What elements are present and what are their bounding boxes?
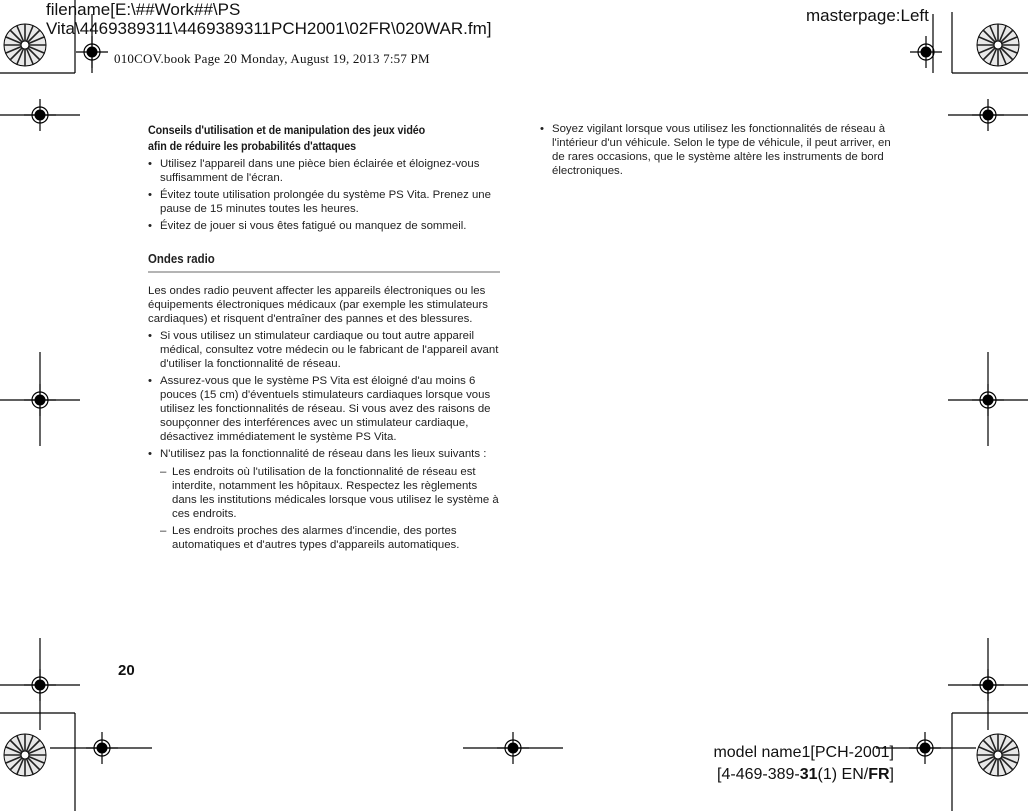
part-prefix: [4-469-389-	[717, 766, 800, 783]
page-number: 20	[118, 662, 135, 679]
filename-line1: filename[E:\##Work##\PS	[46, 0, 241, 19]
list-item: • Évitez toute utilisation prolongée du système PS Vita. Prenez une pause de 15 minutes toutes les heures.	[148, 188, 500, 216]
part-bold: 31	[799, 766, 818, 783]
list-item: – Les endroits où l'utilisation de la fonctionnalité de réseau est interdite, notamment les hôpitaux. Respectez les règlements dans les institutions médicales lorsque vous utilisez le système à ces endroits.	[160, 465, 500, 521]
model-name: model name1[PCH-2001]	[713, 744, 894, 761]
filename-line2: Vita\4469389311\4469389311PCH2001\02FR\020WAR.fm]	[46, 19, 492, 38]
part-end: ]	[889, 766, 894, 783]
part-lang: FR	[868, 766, 890, 783]
list-item: • Si vous utilisez un stimulateur cardiaque ou tout autre appareil médical, consultez votre médecin ou le fabricant de l'appareil avant d'utiliser la fonctionnalité de réseau.	[148, 329, 500, 371]
section-title-text: Ondes radio	[148, 251, 215, 266]
filename-label	[46, 0, 491, 38]
list-item: • Soyez vigilant lorsque vous utilisez les fonctionnalités de réseau à l'intérieur d'un véhicule. Selon le type de véhicule, il peut arriver, en de rares occasions, que le système altère les instruments de bord électroniques.	[540, 122, 895, 178]
list-item: • Évitez de jouer si vous êtes fatigué ou manquez de sommeil.	[148, 219, 500, 233]
heading-line2: afin de réduire les probabilités d'attaques	[148, 139, 356, 153]
list-item: • Assurez-vous que le système PS Vita est éloigné d'au moins 6 pouces (15 cm) d'éventuels stimulateurs cardiaques lorsque vous utilisez les fonctionnalités de réseau. Si vous avez des raisons de soupçonner des interférences avec un stimulateur cardiaque, désactivez immédiatement le système PS Vita.	[148, 374, 500, 444]
section-heading-attaques	[148, 122, 498, 154]
part-number	[713, 764, 894, 786]
list-item	[148, 447, 500, 552]
intro-paragraph: Les ondes radio peuvent affecter les appareils électroniques ou les équipements électroniques médicaux (par exemple les stimulateurs cardiaques) et risquent d'entraîner des pannes et des blessures.	[148, 285, 488, 325]
footer-model-info	[713, 742, 894, 786]
list-item: • Utilisez l'appareil dans une pièce bien éclairée et éloignez-vous suffisamment de l'écran.	[148, 157, 500, 185]
places-list	[160, 465, 500, 552]
section-title-ondes-radio	[148, 251, 500, 273]
heading-line1: Conseils d'utilisation et de manipulation des jeux vidéo	[148, 123, 426, 137]
list-item-text: N'utilisez pas la fonctionnalité de réseau dans les lieux suivants :	[160, 448, 487, 460]
list-item: – Les endroits proches des alarmes d'incendie, des portes automatiques et d'autres types d'appareils automatiques.	[160, 524, 500, 552]
book-info: 010COV.book Page 20 Monday, August 19, 2013 7:57 PM	[114, 51, 430, 66]
masterpage-label: masterpage:Left	[806, 6, 929, 25]
tips-list	[148, 157, 500, 233]
right-column	[540, 122, 895, 178]
radio-list	[148, 329, 500, 552]
part-mid: (1) EN/	[817, 766, 869, 783]
left-column	[148, 122, 500, 552]
vehicle-list	[540, 122, 895, 178]
